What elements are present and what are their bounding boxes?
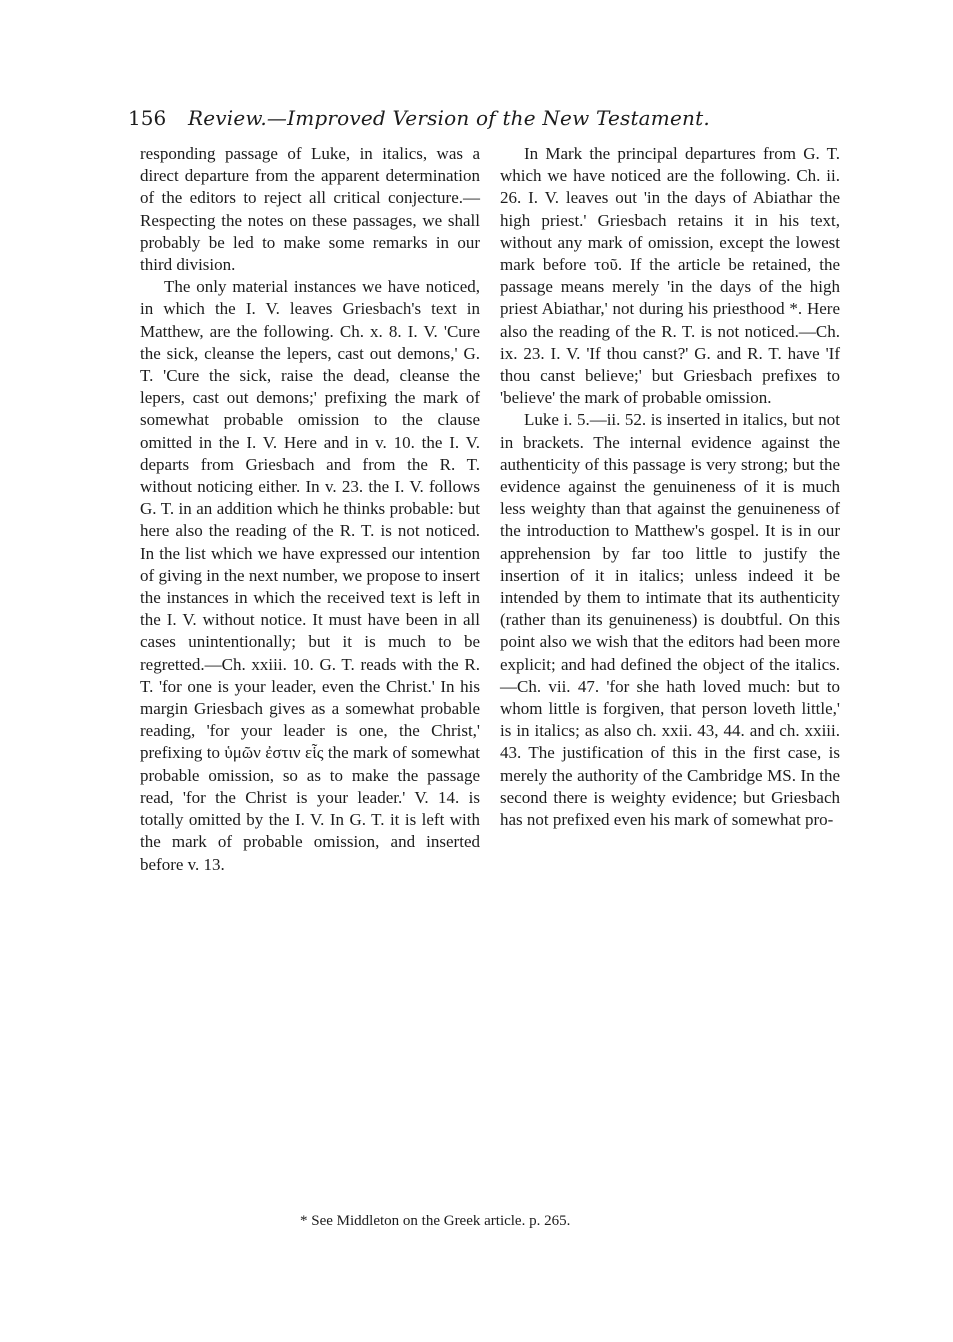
right-paragraph-2: Luke i. 5.—ii. 52. is inserted in italics, but not in brackets. The internal evidence against the authenticity of this passage is very strong; but the evidence against the genuineness of it is much less weighty than that against the genuineness of the introduction to Matthew's gospel. It is in our apprehension by far too little to justify the insertion of it in italics; unless indeed it be intended by them to intimate that its authenticity (rather than its genuineness) is doubtful. On this point also we wish that the editors had been more explicit; and had defined the object of the italics.—Ch. vii. 47. 'for she hath loved much: but to whom little is forgiven, that person loveth little,' is in italics; as also ch. xxii. 43, 44. and ch. xxiii. 43. The justification of this in the first case, is merely the authority of the Cambridge MS. In the second there is weighty evidence; but Griesbach has not prefixed even his mark of somewhat pro- — [500, 410, 840, 830]
left-paragraph-1: responding passage of Luke, in italics, was a direct departure from the apparent determination of the editors to reject all critical conjecture.—Respecting the notes on these passages, we shall probably be led to make some remarks in our third division. — [140, 144, 480, 275]
right-paragraph-1: In Mark the principal departures from G. T. which we have noticed are the following. Ch. ii. 26. I. V. leaves out 'in the days of Abiathar the high priest.' Griesbach retains it in his text, without any mark of omission, except the lowest mark before τοῦ. If the article be retained, the passage means merely 'in the days of the high priest Abiathar,' not during his priesthood *. Here also the reading of the R. T. is not noticed.—Ch. ix. 23. I. V. 'If thou canst?' G. and R. T. have 'If thou canst believe;' but Griesbach prefixes to 'believe' the mark of probable omission. — [500, 144, 840, 408]
running-header — [128, 106, 848, 130]
page-number: 156 — [128, 106, 167, 130]
right-column — [500, 143, 840, 831]
footnote: * See Middleton on the Greek article. p. 265. — [300, 1213, 571, 1229]
running-title: Review.—Improved Version of the New Testament. — [188, 106, 710, 130]
left-paragraph-2: The only material instances we have noticed, in which the I. V. leaves Griesbach's text in Matthew, are the following. Ch. x. 8. I. V. 'Cure the sick, cleanse the lepers, cast out demons,' G. T. 'Cure the sick, raise the dead, cleanse the lepers, cast out demons;' prefixing the mark of somewhat probable omission to the clause omitted in the I. V. Here and in v. 10. the I. V. departs from Griesbach and from the R. T. without noticing either. In v. 23. the I. V. follows G. T. in an addition which he thinks probable: but here also the reading of the R. T. is not noticed. In the list which we have expressed our intention of giving in the next number, we propose to insert the instances in which the received text is left in the I. V. without notice. It must have been in all cases unintentionally; but it is much to be regretted.—Ch. xxiii. 10. G. T. reads with the R. T. 'for one is your leader, even the Christ.' In his margin Griesbach gives as a somewhat probable reading, 'for your leader is one, the Christ,' prefixing to ὑμῶν ἐστιν εἷς the mark of somewhat probable omission, so as to make the passage read, 'for the Christ is your leader.' V. 14. is totally omitted by the I. V. In G. T. it is left with the mark of probable omission, and inserted before v. 13. — [140, 277, 480, 874]
left-column — [140, 143, 480, 876]
